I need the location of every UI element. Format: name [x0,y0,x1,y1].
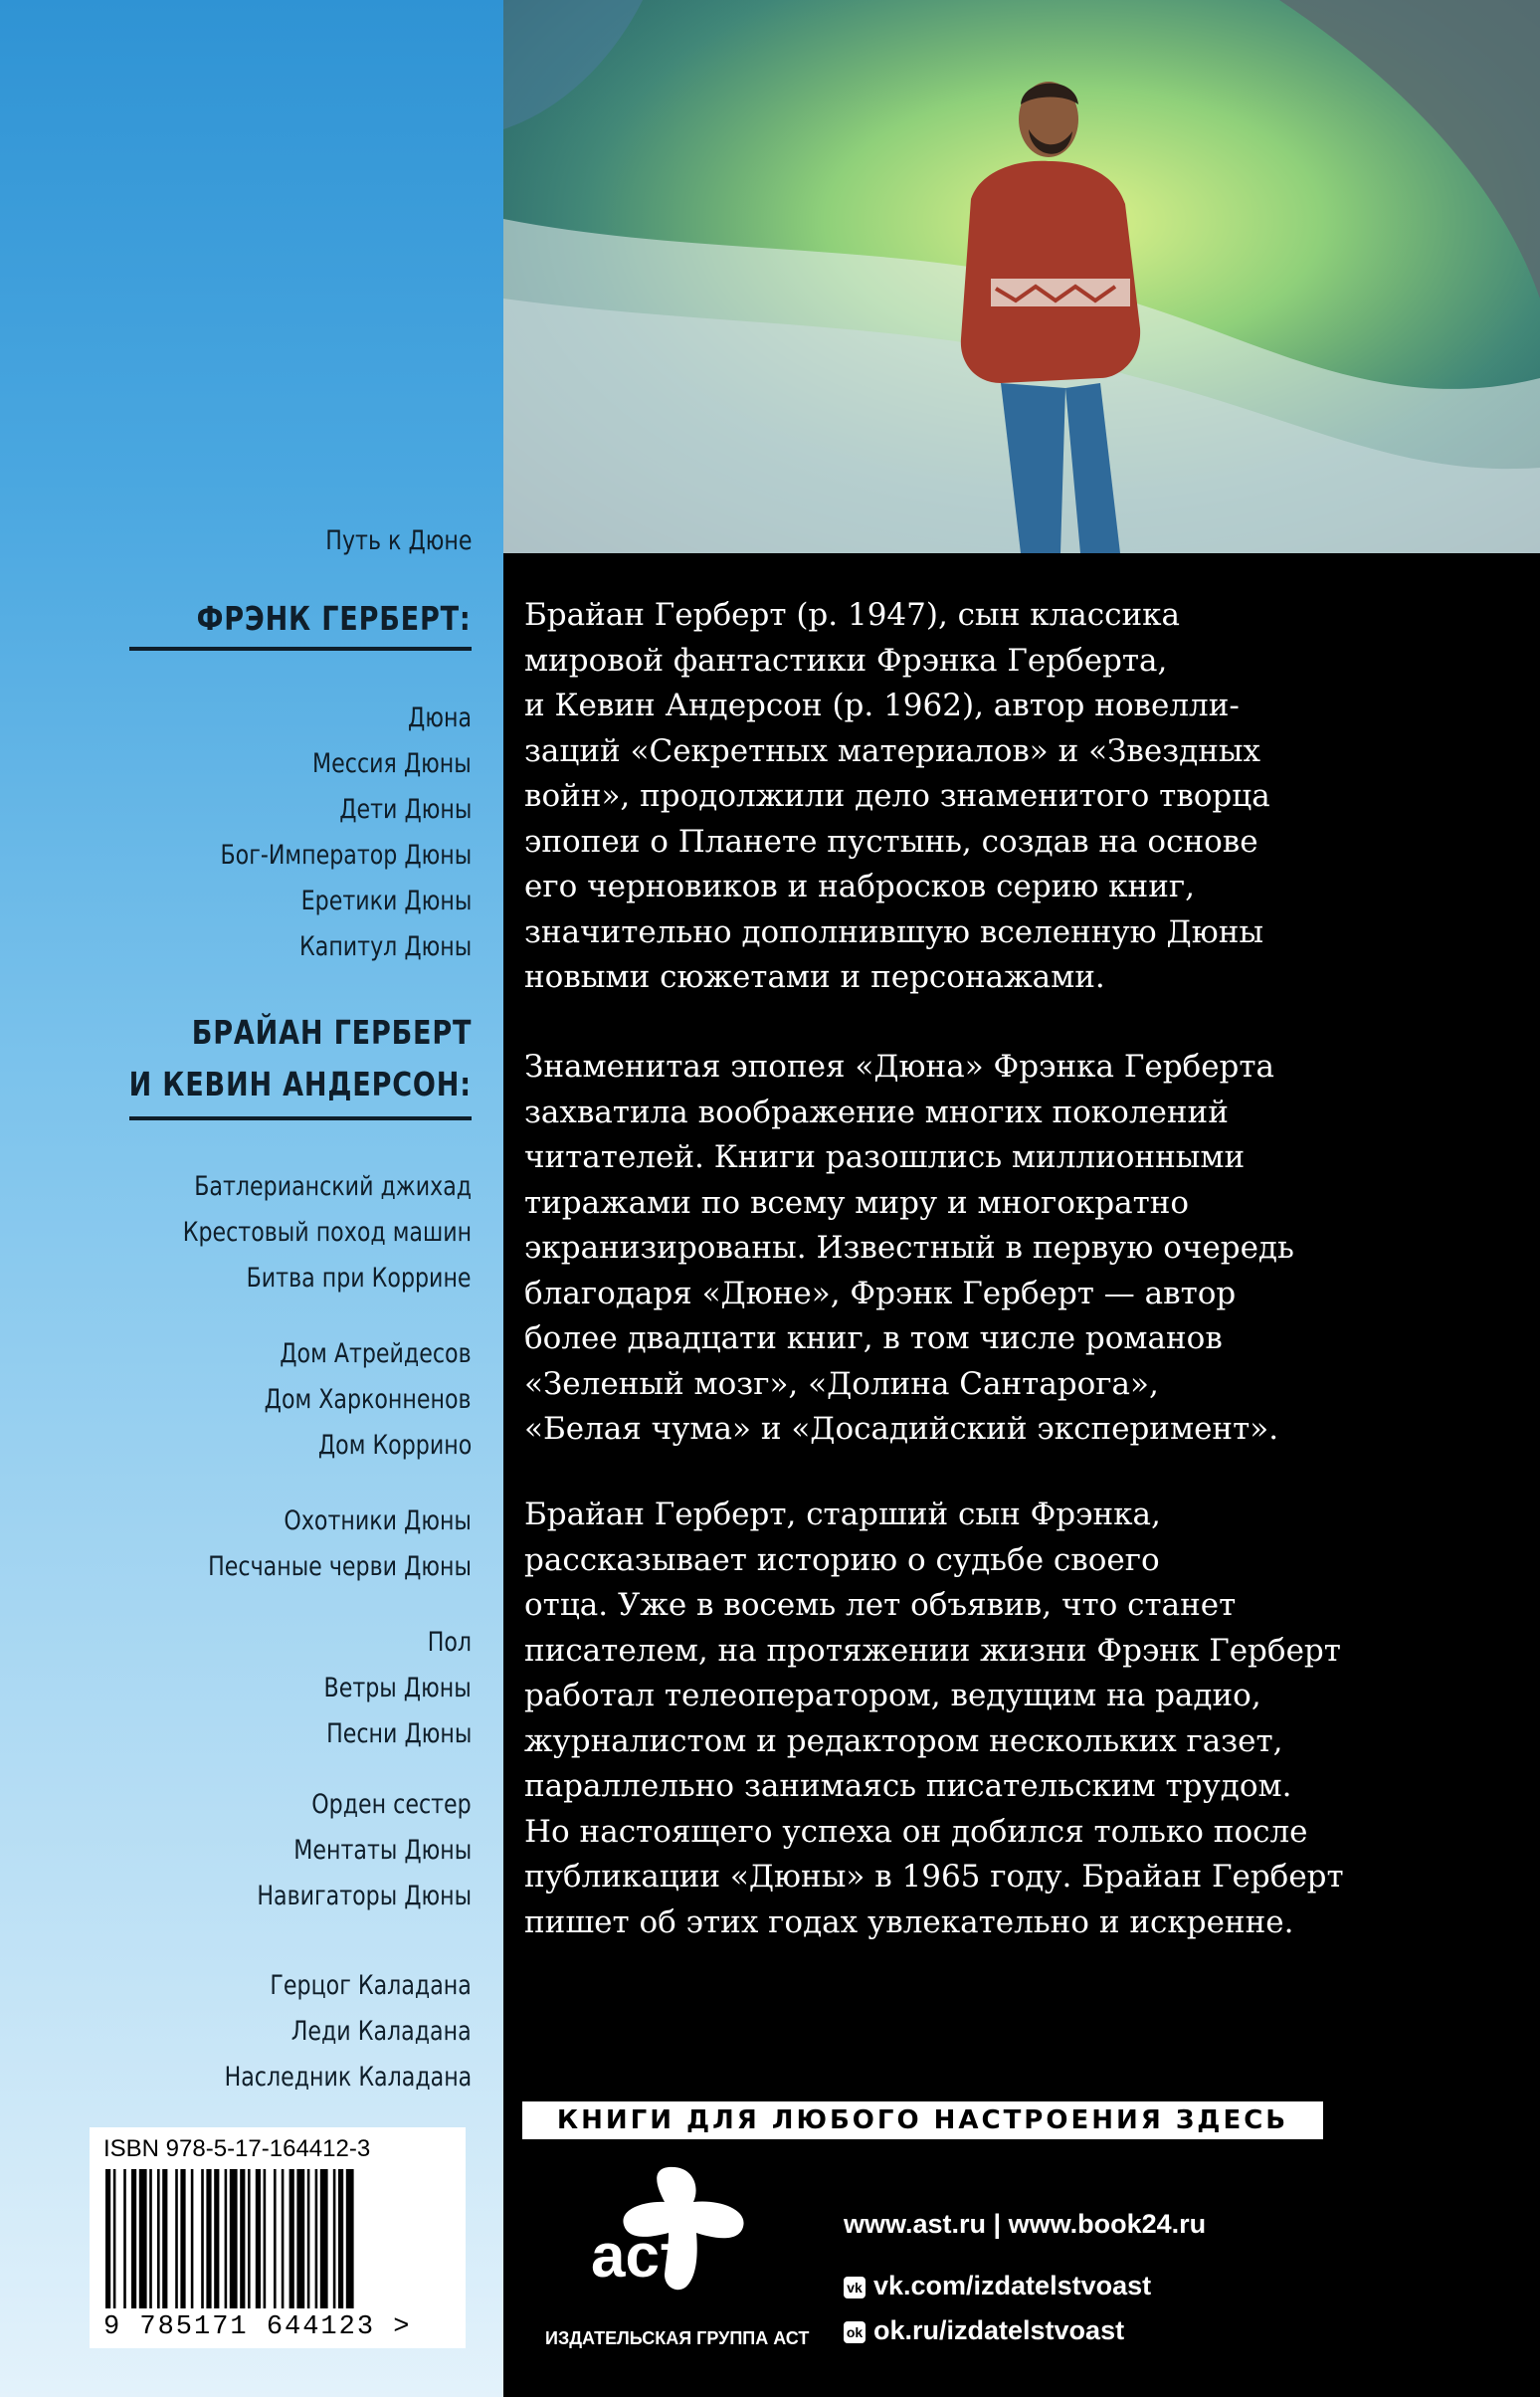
ast-logo-icon [569,2157,768,2306]
book-title: Капитул Дюны [298,931,472,962]
website-link[interactable]: www.ast.ru | www.book24.ru [844,2209,1207,2239]
barcode-bar [230,2169,238,2308]
barcode-bar [157,2169,160,2308]
illustration-svg [503,0,1540,553]
barcode-bar [149,2169,152,2308]
book-title: Бог-Император Дюны [220,840,472,871]
divider [129,1116,472,1120]
barcode-bar [264,2169,267,2308]
barcode-bar [346,2169,354,2308]
barcode-bar [296,2169,304,2308]
barcode-bar [123,2169,126,2308]
book-title: Наследник Каладана [224,2062,472,2093]
book-title: Дом Атрейдесов [280,1338,472,1369]
barcode-bar [248,2169,251,2308]
book-title: Еретики Дюны [300,886,472,916]
barcode-bar [338,2169,343,2308]
barcode-bar [201,2169,204,2308]
barcode-bar [240,2169,245,2308]
barcode-bar [162,2169,167,2308]
book-title: Орден сестер [311,1789,472,1820]
book-title: Ветры Дюны [323,1673,472,1703]
ok-icon: ok [844,2321,866,2343]
barcode-bar [274,2169,277,2308]
publisher-logo [569,2157,768,2306]
book-title: Битва при Коррине [247,1263,472,1294]
series-title: Путь к Дюне [324,525,472,556]
vk-icon: vk [844,2277,866,2298]
barcode-bar [320,2169,328,2308]
book-title: Дюна [408,702,472,733]
vk-link[interactable]: vk vk.com/izdatelstvoast [844,2271,1151,2301]
barcode-bar [256,2169,261,2308]
frank-heading: ФРЭНК ГЕРБЕРТ: [197,599,472,638]
barcode [90,2127,466,2348]
book-title: Герцог Каладана [270,1970,472,2001]
barcode-bar [206,2169,211,2308]
book-title: Навигаторы Дюны [257,1881,472,1911]
barcode-bar [180,2169,185,2308]
book-title: Песчаные черви Дюны [208,1551,472,1582]
barcode-bar [333,2169,336,2308]
publisher-name: ИЗДАТЕЛЬСКАЯ ГРУППА АСТ [545,2328,810,2348]
barcode-bar [282,2169,285,2308]
description-paragraph-1: Брайан Герберт (р. 1947), сын классика мировой фантастики Фрэнка Герберта, и Кевин Андерсон (р. 1962), автор новелли- заций «Секретных материалов» и «Звездных войн», продолжили дело знаменитого творца эпопеи о Планете пустынь, создав на основе его черновиков и набросков серию книг, значительно дополнившую вселенную Дюны новыми сюжетами и персонажами. [524,597,1270,995]
barcode-bar [131,2169,136,2308]
description-paragraph-2: Знаменитая эпопея «Дюна» Фрэнка Герберта захватила воображение многих поколений читателей. Книги разошлись миллионными тиражами по всему миру и многократно экранизированы. Известный в первую очередь благодаря «Дюне», Фрэнк Герберт — автор более двадцати книг, в том числе романов «Зеленый мозг», «Долина Сантарога», «Белая чума» и «Досадийский эксперимент». [524,1049,1294,1447]
divider [129,647,472,651]
book-title: Дом Коррино [317,1430,472,1461]
slogan-banner: КНИГИ ДЛЯ ЛЮБОГО НАСТРОЕНИЯ ЗДЕСЬ [522,2101,1323,2139]
book-title: Мессия Дюны [312,748,472,779]
book-title: Охотники Дюны [284,1505,472,1536]
description-paragraph-3: Брайан Герберт, старший сын Фрэнка, рассказывает историю о судьбе своего отца. Уже в восемь лет объявив, что станет писателем, на протяжении жизни Фрэнк Герберт работал телеоператором, ведущим на радио, журналистом и редактором нескольких газет, параллельно занимаясь писательским трудом. Но настоящего успеха он добился только после публикации «Дюны» в 1965 году. Брайан Герберт пишет об этих годах увлекательно и искренне. [524,1497,1344,1940]
barcode-bar [315,2169,318,2308]
book-title: Дом Харконненов [265,1384,472,1415]
cover-illustration [503,0,1540,553]
publisher-logo-text: аст [591,2222,690,2291]
barcode-bar [139,2169,147,2308]
book-title: Крестовый поход машин [182,1217,472,1248]
isbn-text: ISBN 978-5-17-164412-3 [103,2135,371,2162]
book-title: Дети Дюны [338,794,472,825]
barcode-bar [175,2169,178,2308]
ok-link[interactable]: ok ok.ru/izdatelstvoast [844,2315,1124,2346]
barcode-bar [214,2169,219,2308]
book-title: Ментаты Дюны [293,1835,472,1866]
barcode-bar [105,2169,110,2308]
duo-heading-line2: И КЕВИН АНДЕРСОН: [128,1065,472,1103]
book-title: Батлерианский джихад [194,1171,472,1202]
barcode-bars [103,2169,452,2308]
barcode-bar [307,2169,310,2308]
barcode-bar [225,2169,228,2308]
barcode-digits: 9 785171 644123 > [103,2312,412,2342]
duo-heading-line1: БРАЙАН ГЕРБЕРТ [191,1013,472,1052]
book-title: Пол [427,1627,472,1658]
book-title: Леди Каладана [291,2016,472,2047]
book-title: Песни Дюны [325,1718,472,1749]
barcode-bar [113,2169,116,2308]
barcode-bar [289,2169,294,2308]
barcode-bar [191,2169,194,2308]
